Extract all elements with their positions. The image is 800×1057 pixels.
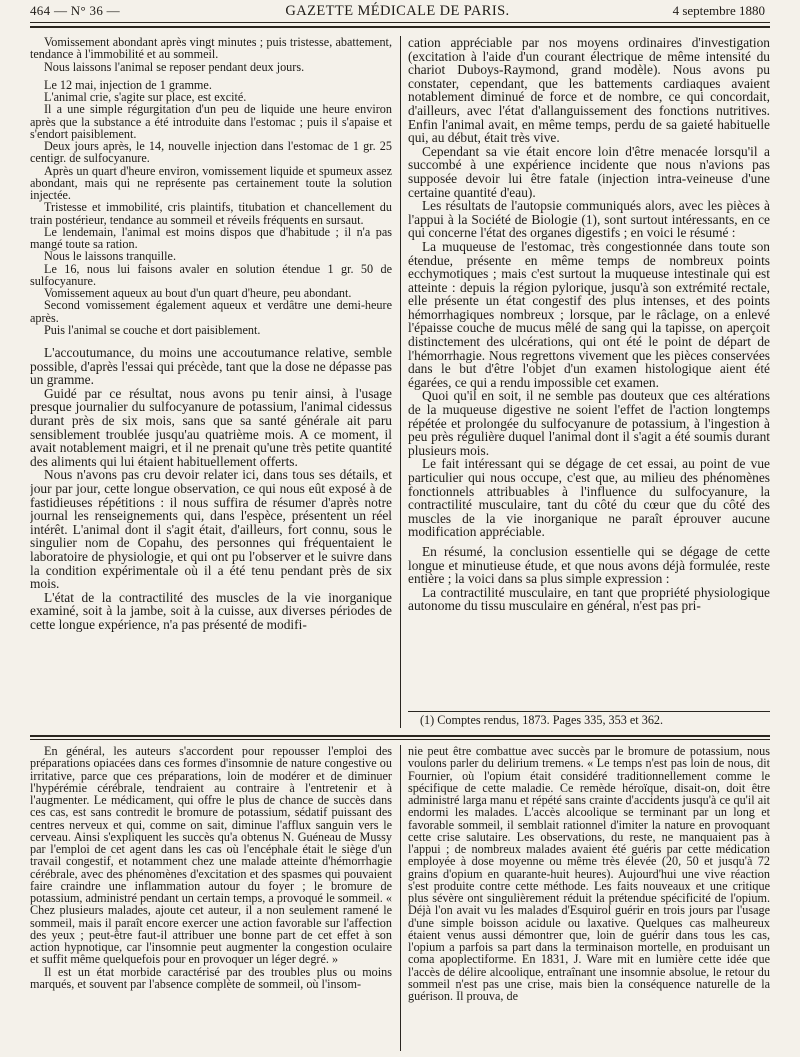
- paragraph: En général, les auteurs s'accordent pour repousser l'emploi des préparations opiacées dans ces formes d'insomnie de nature congestive ou irritative, parce que ces préparations, loin de modérer et de diminuer l'hypérémie cérébrale, tendraient au contraire à l'entretenir et à l'augmenter. Le médicament, qui offre le plus de chance de succès dans ces cas, est sans contredit le bromure de potassium, sédatif puissant des centres nerveux et qui, comme on sait, diminue l'afflux sanguin vers le cerveau. Ainsi s'expliquent les succès qu'a obtenus N. Guéneau de Mussy par l'emploi de cet agent dans les cas où l'encéphale était le siège d'un travail congestif, et notamment chez une malade atteinte d'hémorrhagie cérébrale, avec des phénomènes d'excitation et des spasmes qui pouvaient faire craindre une inflammation autour du foyer ; le bromure de potassium, administré pendant un certain temps, a provoqué le sommeil. « Chez plusieurs malades, ajoute cet auteur, il a non seulement ramené le sommeil, mais il paraît encore exercer une action favorable sur l'affection des yeux ; peut-être faut-il attribuer une bonne part de cet effet à son action hypnotique, car l'insomnie peut augmenter la congestion oculaire et suffit même quelquefois pour en provoquer un léger degré. »: [30, 745, 392, 967]
- paragraph: Tristesse et immobilité, cris plaintifs, titubation et chancellement du train postérieur, tendance au sommeil et réveils fréquents en sursaut.: [30, 200, 392, 227]
- paragraph: Puis l'animal se couche et dort paisiblement.: [44, 322, 261, 337]
- paragraph: Deux jours après, le 14, nouvelle injection dans l'estomac de 1 gr. 25 centigr. de sulfocyanure.: [30, 139, 392, 166]
- paragraph: Le fait intéressant qui se dégage de cet essai, au point de vue particulier qui nous occupe, c'est que, au milieu des phénomènes fonctionnels attribuables à l'influence du sulfocyanure, la contractilité musculaire, tant du côté du cœur que du côté des muscles de la vie inorganique ne paraît éprouver aucune modification appréciable.: [408, 456, 770, 540]
- page-number: 464 — N° 36 —: [30, 3, 120, 18]
- paragraph: Cependant sa vie était encore loin d'être menacée lorsqu'il a succombé à une expérience incidente que nous n'avions pas supposée devoir lui être fatale (injection intra-veineuse d'une certaine quantité d'eau).: [408, 143, 770, 200]
- section-rule-thin: [30, 739, 770, 740]
- lower-right-column: [408, 745, 770, 1051]
- paragraph: En résumé, la conclusion essentielle qui se dégage de cette longue et minutieuse étude, et que nous avons déjà formulée, reste entière ; la voici dans sa plus simple expression :: [408, 543, 770, 587]
- section-rule: [30, 735, 770, 737]
- upper-right-column: [408, 36, 770, 706]
- paragraph: Quoi qu'il en soit, il ne semble pas douteux que ces altérations de la muqueuse digestive ne soient l'effet de l'action longtemps répétée et prolongée du sulfocyanure de potassium, à l'ingestion à peu près régulière duquel l'animal dont il s'agit a été soumis durant plusieurs mois.: [408, 388, 770, 458]
- paragraph: L'accoutumance, du moins une accoutumance relative, semble possible, d'après l'essai qui précède, tant que la dose ne dépasse pas un gramme.: [30, 345, 392, 388]
- paragraph: L'état de la contractilité des muscles de la vie inorganique examiné, soit à la jambe, soit à la cuisse, aux diverses périodes de cette longue expérience, n'a pas présenté de modifi-: [30, 589, 392, 632]
- paragraph: L'animal crie, s'agite sur place, est excité.: [44, 90, 247, 104]
- lower-left-column: [30, 745, 392, 1051]
- paragraph: Après un quart d'heure environ, vomissement liquide et spumeux assez abondant, mais qui ne représente pas certainement toute la solution injectée.: [30, 163, 392, 202]
- paragraph: Les résultats de l'autopsie communiqués alors, avec les pièces à l'appui à la Société de Biologie (1), sont surtout intéressants, en ce qui concerne l'état des organes digestifs ; en voici le résumé :: [408, 198, 770, 241]
- paragraph: Il a une simple régurgitation d'un peu de liquide une heure environ après que la substance a été introduite dans l'estomac ; puis il s'apaise et s'endort paisiblement.: [30, 102, 392, 141]
- issue-date: 4 septembre 1880: [672, 3, 765, 18]
- paragraph: Nous laissons l'animal se reposer pendant deux jours.: [44, 59, 305, 74]
- paragraph: Vomissement aqueux au bout d'un quart d'heure, peu abondant.: [44, 286, 352, 300]
- header-rule-thick: [30, 26, 770, 28]
- paragraph: cation appréciable par nos moyens ordinaires d'investigation (excitation à l'aide d'un courant électrique de même intensité du chariot Duboys-Raymond, grand modèle). Nous avons pu constater, cependant, que les battements cardiaques avaient notablement diminué de force et de nombre, ce qui concordait, d'ailleurs, avec l'état d'allanguissement des fonctions nutritives. Enfin l'animal avait, en même temps, perdu de sa gaieté habituelle qui, au début, était très vive.: [408, 36, 770, 146]
- paragraph: Second vomissement également aqueux et verdâtre une demi-heure après.: [30, 298, 392, 325]
- paragraph: La muqueuse de l'estomac, très congestionnée dans toute son étendue, présente en même temps de nombreux points ecchymotiques ; mais c'est surtout la muqueuse intestinale qui est atteinte : depuis la région pylorique, jusqu'à son extrémité rectale, elle présente un état congestif des plus intenses, et des points hémorrhagiques nombreux ; lorsque, par le râclage, on a enlevé l'épaisse couche de mucus mêlé de sang qui la tapisse, on aperçoit distinctement des ulcérations, qui ont été le point de départ de l'hémorrhagie. Nous regrettons vivement que les pièces conservées dans le but d'être l'objet d'un examen histologique aient été égarées, ce qui a rendu impossible cet examen.: [408, 238, 770, 390]
- paragraph: Nous le laissons tranquille.: [44, 249, 177, 264]
- paragraph: Vomissement abondant après vingt minutes ; puis tristesse, abattement, tendance à l'immobilité et au sommeil.: [30, 36, 392, 62]
- column-divider: [400, 745, 401, 1051]
- paragraph: Le 16, nous lui faisons avaler en solution étendue 1 gr. 50 de sulfocyanure.: [30, 261, 392, 288]
- paragraph: Le 12 mai, injection de 1 gramme.: [44, 77, 212, 92]
- journal-title: GAZETTE MÉDICALE DE PARIS.: [285, 3, 510, 19]
- paragraph: Le lendemain, l'animal est moins dispos que d'habitude ; il n'a pas mangé toute sa ration.: [30, 224, 392, 251]
- paragraph: Il est un état morbide caractérisé par des troubles plus ou moins marqués, et souvent par l'absence complète de sommeil, où l'insom-: [30, 964, 392, 991]
- header-rule: [30, 22, 770, 23]
- footnote-rule: [408, 711, 770, 712]
- paragraph: La contractilité musculaire, en tant que propriété physiologique autonome du tissu musculaire en général, n'est pas pri-: [408, 584, 770, 614]
- footnote: (1) Comptes rendus, 1873. Pages 335, 353 et 362.: [420, 713, 664, 727]
- paragraph: Guidé par ce résultat, nous avons pu tenir ainsi, à l'usage presque journalier du sulfocyanure de potassium, l'animal cidessus durant près de six mois, sans que sa santé générale ait paru sensiblement troublée jusqu'au quatrième mois. A ce moment, il avait notablement maigri, et il ne prenait qu'une très petite quantité des aliments qui lui étaient habituellement offerts.: [30, 385, 392, 469]
- page-header: [30, 0, 765, 22]
- paragraph: nie peut être combattue avec succès par le bromure de potassium, nous voulons parler du delirium tremens. « Le temps n'est pas loin de nous, dit Fournier, où l'opium était considéré traditionnellement comme le spécifique de cette maladie. Ce remède héroïque, disait-on, doit être administré larga manu et répété sans crainte d'accidents jusqu'à ce qu'il ait endormi les malades. L'accès alcoolique se terminant par un long et favorable sommeil, il semblait rationnel d'imiter la nature en provoquant cette crise salutaire. Les observations, du reste, ne manquaient pas à l'appui ; de nombreux malades avaient été guéris par cette médication employée à dose moyenne ou même très élevée (20, 50 et jusqu'à 72 grains d'opium en quarante-huit heures). Aujourd'hui une vive réaction s'est produite contre cette méthode. Les faits nouveaux et une critique plus sévère ont singulièrement réduit la prétendue spécificité de l'opium. Déjà l'on avait vu les malades d'Esquirol guérir en trois jours par l'usage d'une simple boisson acidule ou laxative. Quelques cas malheureux étaient venus aussi démontrer que, loin de guérir dans tous les cas, l'opium a parfois sa part dans la terminaison mortelle, en produisant un coma apoplectiforme. En 1831, J. Ware mit en lumière cette idée que l'accès de délire alcoolique, entraînant une insomnie absolue, le retour du sommeil n'est pas une crise, mais bien la conséquence naturelle de la guérison. Il prouva, de: [408, 745, 770, 1003]
- paragraph: Nous n'avons pas cru devoir relater ici, dans tous ses détails, et jour par jour, cette longue observation, ce qui nous eût exposé à de fastidieuses répétitions : il nous suffira de résumer d'après notre journal les renseignements qui, dans l'espèce, présentent un réel intérêt. L'animal dont il s'agit était, d'ailleurs, fort connu, sous le singulier nom de Copahu, des personnes qui fréquentaient le laboratoire de physiologie, et qui ont pu l'observer et le suivre dans la condition expérimentale où il a été tenu pendant près de six mois.: [30, 467, 392, 592]
- column-divider: [400, 36, 401, 728]
- upper-left-column: [30, 36, 392, 730]
